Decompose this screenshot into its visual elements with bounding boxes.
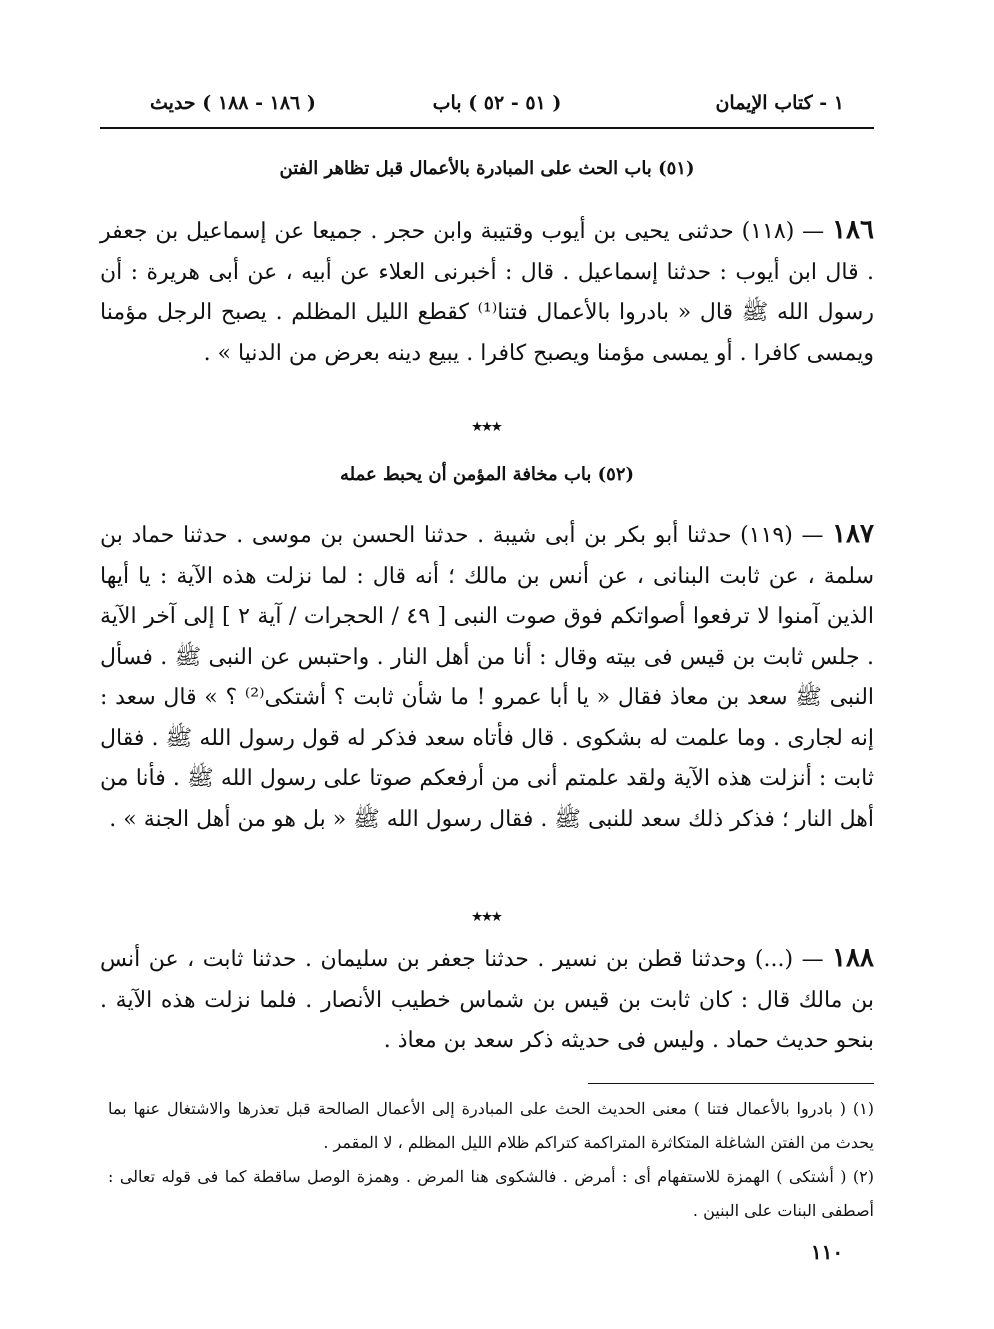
hadith-number: ١٨٨ [832, 943, 874, 973]
footnote-rule [588, 1083, 874, 1084]
footnote-2: (٢) ( أشتكى ) الهمزة للاستفهام أى : أمرض . فالشكوى هنا المرض . وهمزة الوصل ساقطة كما فى قوله تعالى : أصطفى البنات على البنين . [108, 1167, 874, 1220]
header-hadith-range: ( ١٨٦ - ١٨٨ ) حديث [150, 92, 316, 114]
hadith-number: ١٨٧ [832, 519, 874, 549]
page-number: ١١٠ [810, 1240, 844, 1264]
hadith-text: — (١١٩) حدثنا أبو بكر بن أبى شيبة . حدثنا الحسن بن موسى . حدثنا حماد بن سلمة ، عن ثابت البنانى ، عن أنس بن مالك ؛ أنه قال : لما نزلت هذه الآية : يا أيها الذين آمنوا لا ترفعوا أصواتكم فوق صوت النبى [ ٤٩ / الحجرات / آية ٢ ] إلى آخر الآية . جلس ثابت بن قيس فى بيته وقال : أنا من أهل النار . واحتبس عن النبى ﷺ . فسأل النبى ﷺ سعد بن معاذ فقال « يا أبا عمرو ! ما شأن ثابت ؟ أشتكى⁽²⁾ ؟ » قال سعد : إنه لجارى . وما علمت له بشكوى . قال فأتاه سعد فذكر له قول رسول الله ﷺ . فقال ثابت : أنزلت هذه الآية ولقد علمتم أنى من أرفعكم صوتا على رسول الله ﷺ . فأنا من أهل النار ؛ فذكر ذلك سعد للنبى ﷺ . فقال رسول الله ﷺ « بل هو من أهل الجنة » . [100, 523, 875, 832]
hadith-186 [100, 210, 874, 374]
header-chapter-range: ( ٥١ - ٥٢ ) باب [432, 92, 562, 114]
section-separator: ٭٭٭ [472, 416, 502, 437]
hadith-text: — (...) وحدثنا قطن بن نسير . حدثنا جعفر بن سليمان . حدثنا ثابت ، عن أنس بن مالك قال : كان ثابت بن قيس بن شماس خطيب الأنصار . فلما نزلت هذه الآية . بنحو حديث حماد . وليس فى حديثه ذكر سعد بن معاذ . [100, 947, 874, 1053]
chapter-heading-52: (٥٢) باب مخافة المؤمن أن يحبط عمله [339, 464, 635, 485]
hadith-188 [100, 938, 874, 1062]
section-separator: ٭٭٭ [472, 906, 502, 927]
chapter-heading-51: (٥١) باب الحث على المبادرة بالأعمال قبل تظاهر الفتن [279, 158, 695, 179]
hadith-187 [100, 514, 874, 840]
header-rule [100, 127, 874, 129]
header-book-title: ١ - كتاب الإيمان [715, 92, 844, 114]
hadith-number: ١٨٦ [832, 215, 874, 245]
footnote-1: (١) ( بادروا بالأعمال فتنا ) معنى الحديث الحث على المبادرة إلى الأعمال الصالحة قبل تعذرها والاشتغال عنها بما يحدث من الفتن الشاغلة المتكاثرة المتراكمة كتراكم ظلام الليل المظلم ، لا المقمر . [108, 1099, 874, 1152]
hadith-text: — (١١٨) حدثنى يحيى بن أيوب وقتيبة وابن حجر . جميعا عن إسماعيل بن جعفر . قال ابن أيوب : حدثنا إسماعيل . قال : أخبرنى العلاء عن أبيه ، عن أبى هريرة : أن رسول الله ﷺ قال « بادروا بالأعمال فتنا⁽¹⁾ كقطع الليل المظلم . يصبح الرجل مؤمنا ويمسى كافرا . أو يمسى مؤمنا ويصبح كافرا . يبيع دينه بعرض من الدنيا » . [100, 219, 874, 366]
running-header [150, 92, 844, 126]
